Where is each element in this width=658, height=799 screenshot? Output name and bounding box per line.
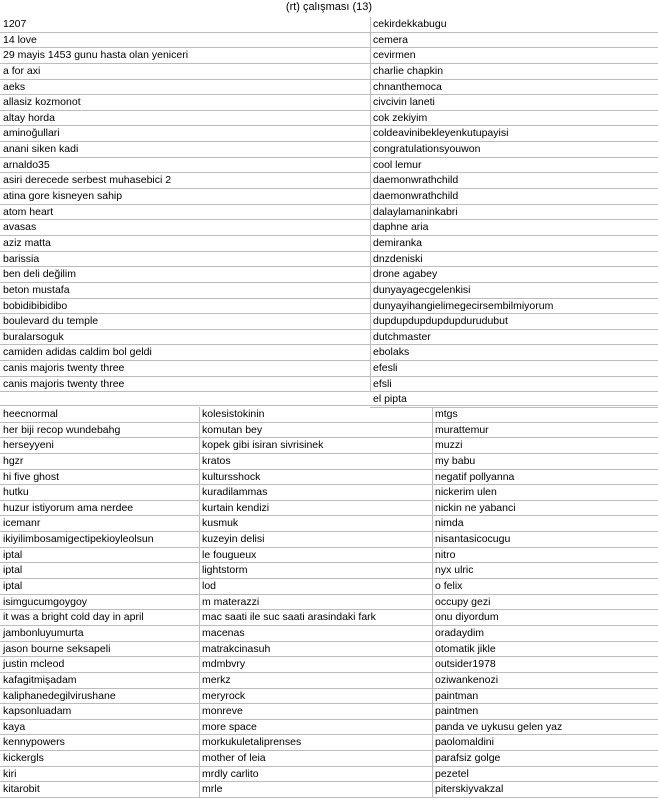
list-cell: kitarobit: [0, 782, 199, 798]
list-cell: asiri derecede serbest muhasebici 2: [0, 173, 370, 189]
list-cell: kapsonluadam: [0, 704, 199, 720]
list-cell: ikiyilimbosamigectipekioyleolsun: [0, 532, 199, 548]
list-cell: more space: [199, 720, 432, 736]
list-cell: el pipta: [370, 392, 658, 408]
list-cell: iptal: [0, 563, 199, 579]
list-cell: efsli: [370, 377, 658, 393]
list-cell: nyx ulric: [432, 563, 658, 579]
list-cell: her biji recop wundebahg: [0, 423, 199, 439]
list-cell: icemanr: [0, 516, 199, 532]
list-cell: civcivin laneti: [370, 95, 658, 111]
column-3: [0, 407, 200, 798]
list-cell: kaya: [0, 720, 199, 736]
list-cell: altay horda: [0, 111, 370, 127]
list-cell: daphne aria: [370, 220, 658, 236]
list-cell: coldeavinibekleyenkutupayisi: [370, 126, 658, 142]
list-cell: mother of leia: [199, 751, 432, 767]
list-cell: a for axi: [0, 64, 370, 80]
section-divider: [0, 405, 658, 406]
list-cell: 14 love: [0, 33, 370, 49]
list-cell: kusmuk: [199, 516, 432, 532]
list-cell: paolomaldini: [432, 735, 658, 751]
list-cell: beton mustafa: [0, 283, 370, 299]
page-title: (rt) çalışması (13): [285, 1, 373, 13]
list-cell: buralarsoguk: [0, 330, 370, 346]
list-cell: lod: [199, 579, 432, 595]
list-cell: morkukuletaliprenses: [199, 735, 432, 751]
list-cell: aminoğullari: [0, 126, 370, 142]
list-cell: kickergls: [0, 751, 199, 767]
list-cell: dalaylamaninkabri: [370, 205, 658, 221]
list-cell: monreve: [199, 704, 432, 720]
list-cell: canis majoris twenty three: [0, 377, 370, 393]
list-cell: dnzdeniski: [370, 252, 658, 268]
list-cell: boulevard du temple: [0, 314, 370, 330]
list-cell: macenas: [199, 626, 432, 642]
list-cell: matrakcinasuh: [199, 642, 432, 658]
list-cell: panda ve uykusu gelen yaz: [432, 720, 658, 736]
list-cell: nickerim ulen: [432, 485, 658, 501]
list-cell: ebolaks: [370, 345, 658, 361]
list-cell: drone agabey: [370, 267, 658, 283]
list-cell: aeks: [0, 80, 370, 96]
list-cell: atom heart: [0, 205, 370, 221]
list-cell: mrdly carlito: [199, 767, 432, 783]
column-5: [432, 407, 658, 798]
list-cell: kopek gibi isiran sivrisinek: [199, 438, 432, 454]
list-cell: it was a bright cold day in april: [0, 610, 199, 626]
list-cell: my babu: [432, 454, 658, 470]
list-cell: kaliphanedegilvirushane: [0, 689, 199, 705]
list-cell: dunyayagecgelenkisi: [370, 283, 658, 299]
list-cell: chnanthemoca: [370, 80, 658, 96]
list-cell: arnaldo35: [0, 158, 370, 174]
list-cell: daemonwrathchild: [370, 189, 658, 205]
list-cell: merkz: [199, 673, 432, 689]
list-cell: occupy gezi: [432, 595, 658, 611]
list-cell: meryrock: [199, 689, 432, 705]
list-cell: camiden adidas caldim bol geldi: [0, 345, 370, 361]
list-cell: cevirmen: [370, 48, 658, 64]
list-cell: justin mcleod: [0, 657, 199, 673]
list-cell: avasas: [0, 220, 370, 236]
list-cell: efesli: [370, 361, 658, 377]
list-cell: kiri: [0, 767, 199, 783]
list-cell: piterskiyvakzal: [432, 782, 658, 798]
list-cell: huzur istiyorum ama nerdee: [0, 501, 199, 517]
list-cell: kurtain kendizi: [199, 501, 432, 517]
list-cell: mtgs: [432, 407, 658, 423]
list-cell: iptal: [0, 548, 199, 564]
list-cell: nickin ne yabanci: [432, 501, 658, 517]
column-2: [370, 17, 658, 408]
list-cell: hgzr: [0, 454, 199, 470]
list-cell: nitro: [432, 548, 658, 564]
list-cell: isimgucumgoygoy: [0, 595, 199, 611]
list-cell: nisantasicocugu: [432, 532, 658, 548]
list-cell: heecnormal: [0, 407, 199, 423]
list-cell: kultursshock: [199, 470, 432, 486]
list-cell: kratos: [199, 454, 432, 470]
list-cell: iptal: [0, 579, 199, 595]
list-cell: kuzeyin delisi: [199, 532, 432, 548]
list-cell: kafagitmişadam: [0, 673, 199, 689]
list-cell: pezetel: [432, 767, 658, 783]
list-cell: ben deli değilim: [0, 267, 370, 283]
list-cell: demiranka: [370, 236, 658, 252]
list-cell: atina gore kisneyen sahip: [0, 189, 370, 205]
column-4: [199, 407, 433, 798]
list-cell: dupdupdupdupdupdurudubut: [370, 314, 658, 330]
list-cell: hi five ghost: [0, 470, 199, 486]
list-cell: o felix: [432, 579, 658, 595]
list-cell: otomatik jikle: [432, 642, 658, 658]
list-cell: charlie chapkin: [370, 64, 658, 80]
list-cell: cemera: [370, 33, 658, 49]
list-cell: paintman: [432, 689, 658, 705]
list-cell: oradaydim: [432, 626, 658, 642]
list-cell: congratulationsyouwon: [370, 142, 658, 158]
list-cell: kuradilammas: [199, 485, 432, 501]
list-cell: aziz matta: [0, 236, 370, 252]
list-cell: m materazzi: [199, 595, 432, 611]
list-cell: le fougueux: [199, 548, 432, 564]
list-cell: komutan bey: [199, 423, 432, 439]
list-cell: dunyayihangielimegecirsembilmiyorum: [370, 299, 658, 315]
list-cell: lightstorm: [199, 563, 432, 579]
list-cell: murattemur: [432, 423, 658, 439]
list-cell: kennypowers: [0, 735, 199, 751]
list-cell: barissia: [0, 252, 370, 268]
list-cell: oziwankenozi: [432, 673, 658, 689]
list-cell: daemonwrathchild: [370, 173, 658, 189]
list-cell: anani siken kadi: [0, 142, 370, 158]
list-cell: muzzi: [432, 438, 658, 454]
list-cell: mdmbvry: [199, 657, 432, 673]
list-cell: negatif pollyanna: [432, 470, 658, 486]
list-cell: bobidibibidibo: [0, 299, 370, 315]
list-cell: paintmen: [432, 704, 658, 720]
list-cell: 1207: [0, 17, 370, 33]
list-cell: onu diyordum: [432, 610, 658, 626]
list-cell: nimda: [432, 516, 658, 532]
list-cell: outsider1978: [432, 657, 658, 673]
list-cell: allasiz kozmonot: [0, 95, 370, 111]
list-cell: cekirdekkabugu: [370, 17, 658, 33]
list-cell: mrle: [199, 782, 432, 798]
list-cell: hutku: [0, 485, 199, 501]
list-cell: parafsiz golge: [432, 751, 658, 767]
list-cell: cok zekiyim: [370, 111, 658, 127]
list-cell: jambonluyumurta: [0, 626, 199, 642]
list-cell: mac saati ile suc saati arasindaki fark: [199, 610, 432, 626]
list-cell: dutchmaster: [370, 330, 658, 346]
list-cell: kolesistokinin: [199, 407, 432, 423]
list-cell: herseyyeni: [0, 438, 199, 454]
list-cell: canis majoris twenty three: [0, 361, 370, 377]
list-cell: 29 mayis 1453 gunu hasta olan yeniceri: [0, 48, 370, 64]
column-1: [0, 17, 371, 392]
list-cell: cool lemur: [370, 158, 658, 174]
list-cell: jason bourne seksapeli: [0, 642, 199, 658]
